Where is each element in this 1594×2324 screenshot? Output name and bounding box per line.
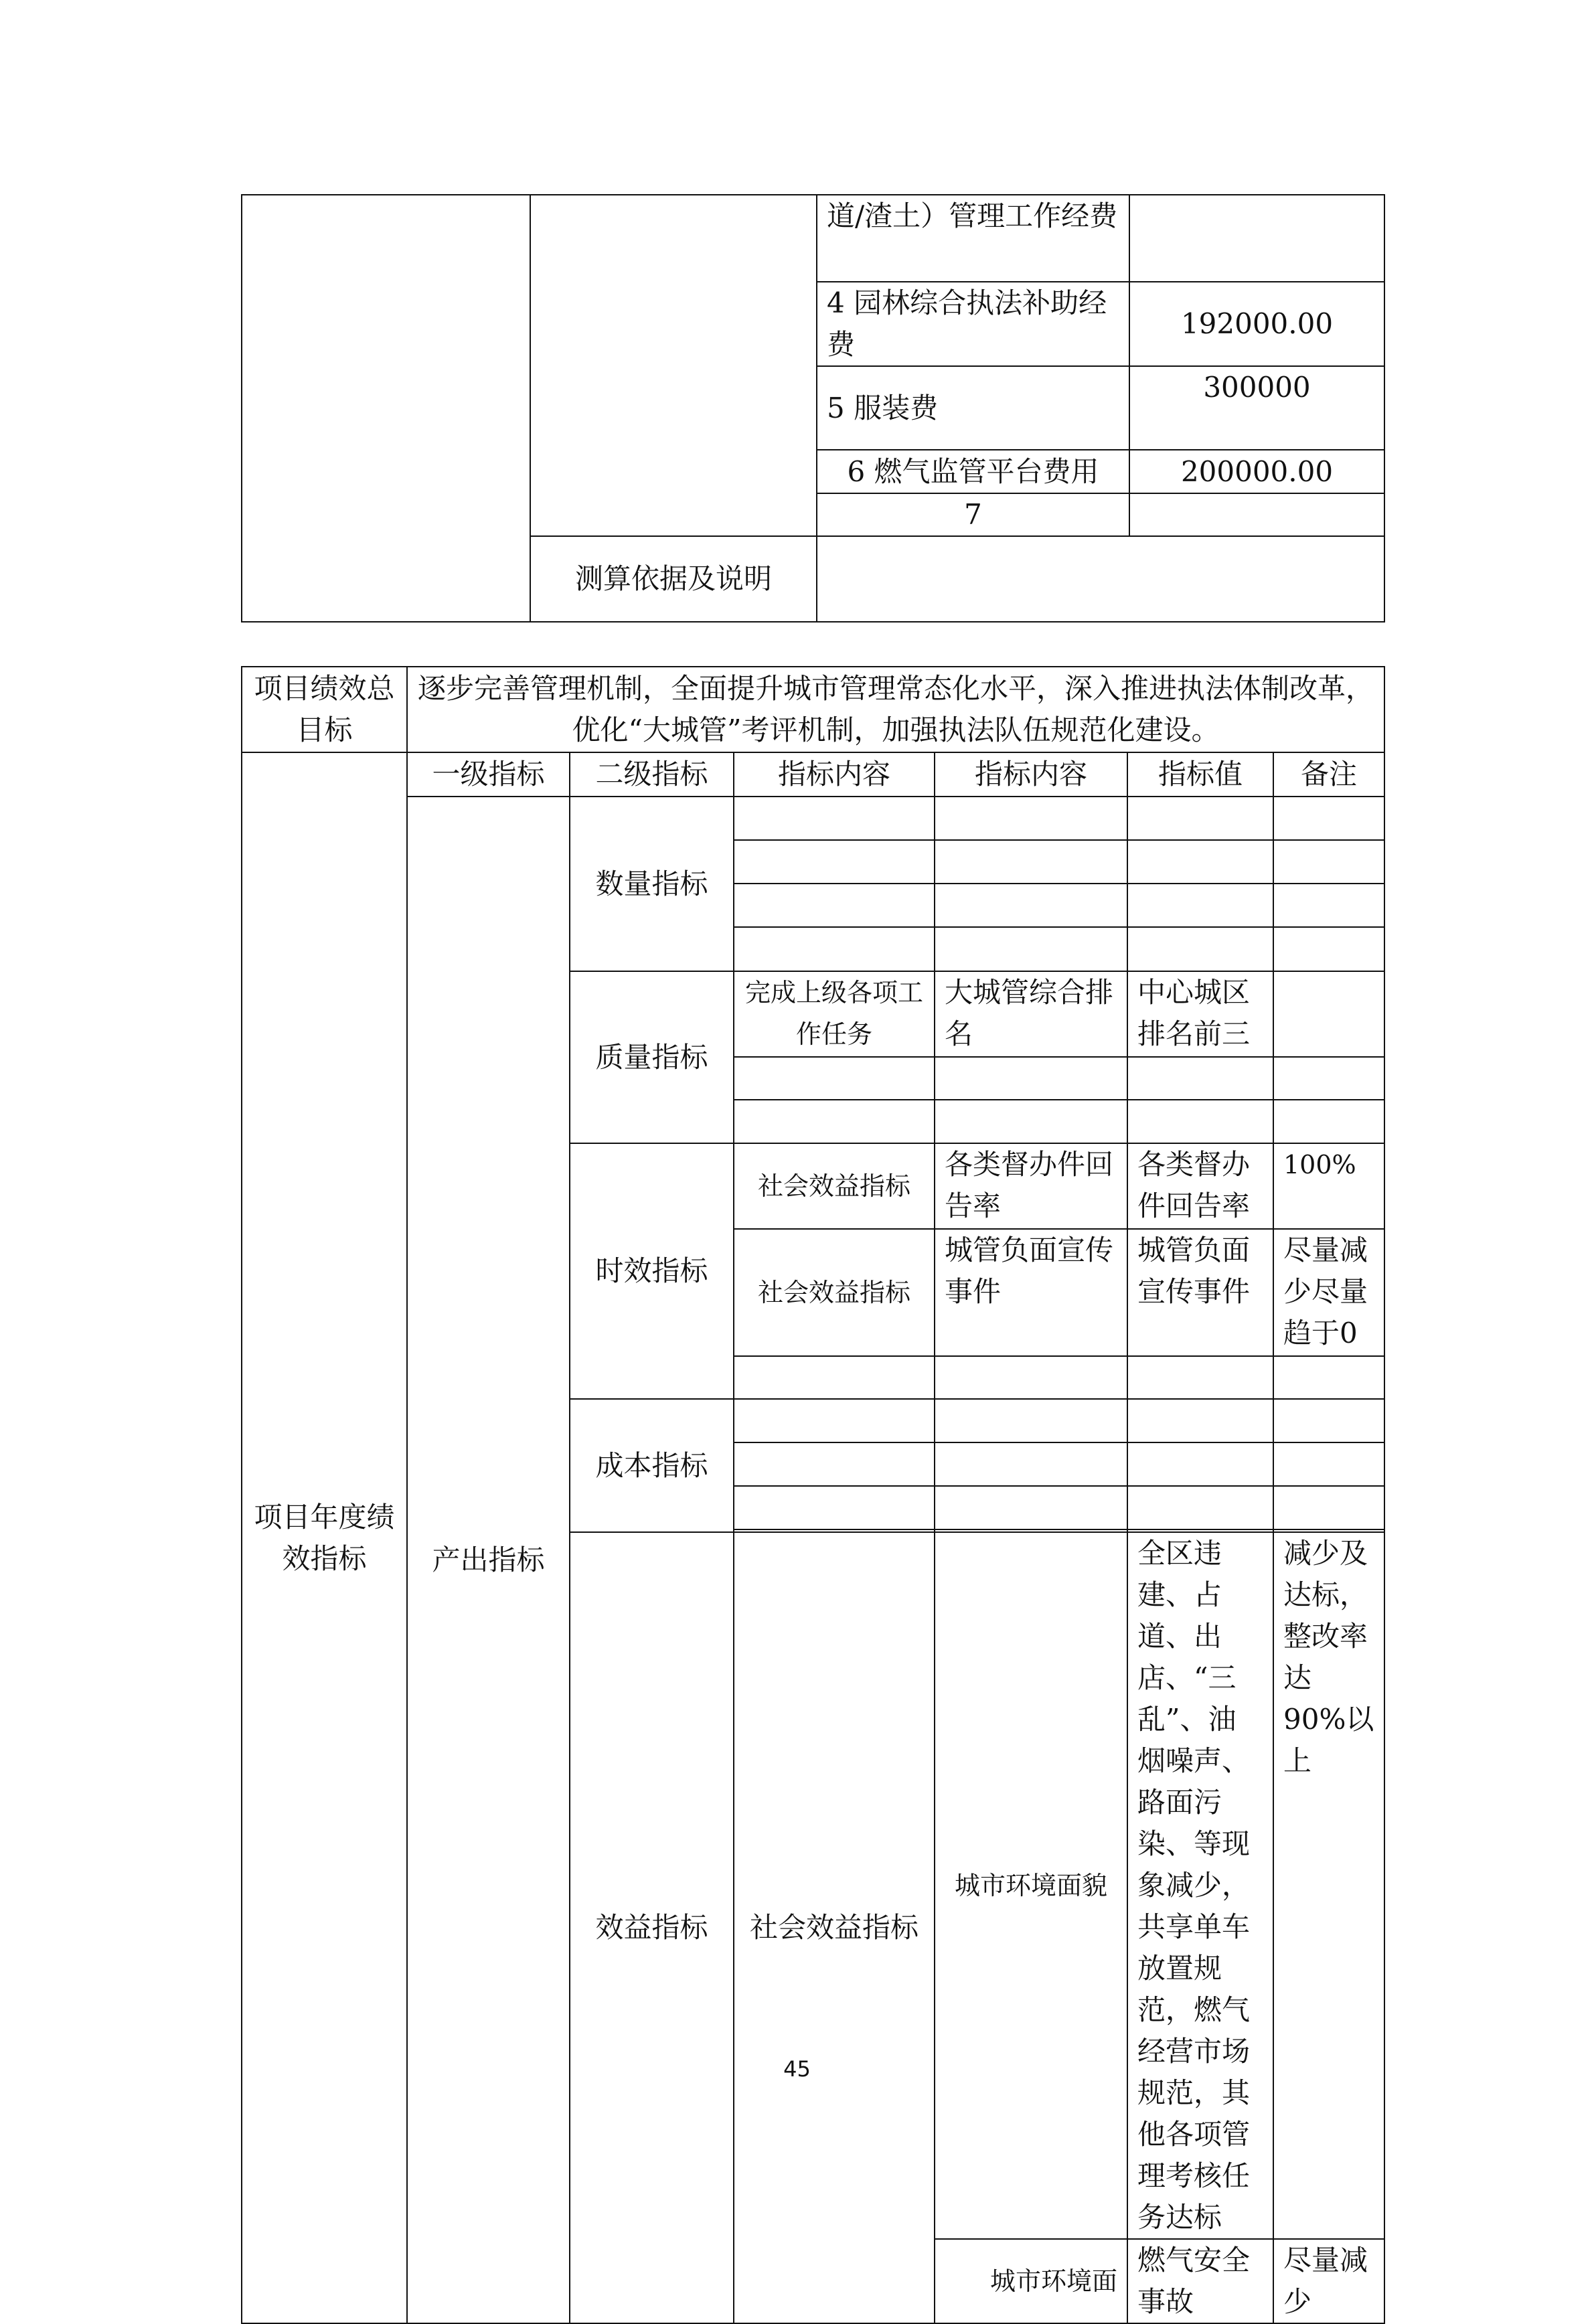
budget-amount: 200000.00 [1129,450,1384,493]
empty-cell [734,1442,935,1486]
empty-cell [1273,1057,1384,1100]
empty-cell [734,1057,935,1100]
header-note: 备注 [1273,752,1384,797]
indicator-value: 中心城区排名前三 [1127,971,1273,1057]
indicator-content: 社会效益指标 [734,1229,935,1356]
empty-cell [1127,1399,1273,1442]
indicator-content: 城管负面宣传事件 [935,1229,1127,1356]
cost-indicator-label: 成本指标 [570,1399,734,1532]
budget-left-blank [242,195,530,622]
budget-detail: 道/渣土）管理工作经费 [817,195,1129,282]
header-level2: 二级指标 [570,752,734,797]
indicator-content: 完成上级各项工作任务 [734,971,935,1057]
benefit-indicator-label: 效益指标 [570,1532,734,2323]
empty-cell [1273,1356,1384,1399]
empty-cell [1273,1100,1384,1143]
page-number: 45 [783,2056,811,2082]
empty-cell [734,797,935,840]
budget-detail: 4 园林综合执法补助经费 [817,282,1129,366]
empty-cell [935,1399,1127,1442]
budget-amount: 300000 [1129,366,1384,450]
indicator-content: 各类督办件回告率 [935,1143,1127,1229]
budget-mid-blank [530,195,817,536]
empty-cell [1127,1057,1273,1100]
empty-cell [935,1356,1127,1399]
indicator-content: 大城管综合排名 [935,971,1127,1057]
indicator-value: 城管负面宣传事件 [1127,1229,1273,1356]
budget-detail: 5 服装费 [817,366,1129,450]
budget-amount [1129,493,1384,536]
indicator-note [1273,971,1384,1057]
empty-cell [734,1356,935,1399]
empty-cell [1127,1100,1273,1143]
empty-cell [734,840,935,884]
empty-cell [1127,1442,1273,1486]
output-indicator-label: 产出指标 [407,797,570,2323]
empty-cell [1273,884,1384,927]
empty-cell [935,1057,1127,1100]
empty-cell [1273,1442,1384,1486]
indicator-note: 尽量减少尽量趋于0 [1273,1229,1384,1356]
empty-cell [1127,797,1273,840]
header-content: 指标内容 [935,752,1127,797]
empty-cell [1127,927,1273,971]
budget-table [241,194,1385,622]
header-value: 指标值 [1127,752,1273,797]
budget-amount: 192000.00 [1129,282,1384,366]
empty-cell [1273,797,1384,840]
empty-cell [734,1486,935,1529]
empty-cell [734,1399,935,1442]
quality-indicator-label: 质量指标 [570,971,734,1143]
quantity-indicator-label: 数量指标 [570,797,734,971]
empty-cell [1273,840,1384,884]
indicator-content: 社会效益指标 [734,1143,935,1229]
empty-cell [935,927,1127,971]
empty-cell [1127,1356,1273,1399]
empty-cell [935,884,1127,927]
empty-cell [935,840,1127,884]
budget-detail: 6 燃气监管平台费用 [817,450,1129,493]
indicator-note: 100% [1273,1143,1384,1229]
empty-cell [1273,927,1384,971]
indicator-value: 减少及达标，整改率达 90%以上 [1273,1532,1384,2239]
indicator-content: 城市环境面 [935,2239,1127,2323]
goal-label: 项目绩效总目标 [242,667,407,752]
goal-text: 逐步完善管理机制，全面提升城市管理常态化水平，深入推进执法体制改革，优化“大城管”考评机制，加强执法队伍规范化建设。 [407,667,1384,752]
timeliness-indicator-label: 时效指标 [570,1143,734,1399]
empty-cell [1127,884,1273,927]
empty-cell [1127,840,1273,884]
empty-cell [1127,1486,1273,1529]
basis-value [817,536,1384,622]
empty-cell [935,1442,1127,1486]
empty-cell [734,927,935,971]
indicator-value: 各类督办件回告率 [1127,1143,1273,1229]
empty-cell [1273,1399,1384,1442]
indicator-content: 全区违建、占道、出店、“三乱”、油烟噪声、路面污染、等现象减少，共享单车放置规范，燃气经营市场规范，其他各项管理考核任务达标 [1127,1532,1273,2239]
annual-indicator-label: 项目年度绩效指标 [242,752,407,2323]
header-level1: 一级指标 [407,752,570,797]
indicator-value: 尽量减少 [1273,2239,1384,2323]
indicator-content: 燃气安全事故 [1127,2239,1273,2323]
header-content: 指标内容 [734,752,935,797]
social-benefit-label: 社会效益指标 [734,1532,935,2323]
empty-cell [935,1486,1127,1529]
basis-label: 测算依据及说明 [530,536,817,622]
empty-cell [734,1100,935,1143]
empty-cell [1273,1486,1384,1529]
empty-cell [935,1100,1127,1143]
budget-detail: 7 [817,493,1129,536]
indicator-content: 城市环境面貌 [935,1532,1127,2239]
budget-amount [1129,195,1384,282]
empty-cell [935,797,1127,840]
empty-cell [734,884,935,927]
